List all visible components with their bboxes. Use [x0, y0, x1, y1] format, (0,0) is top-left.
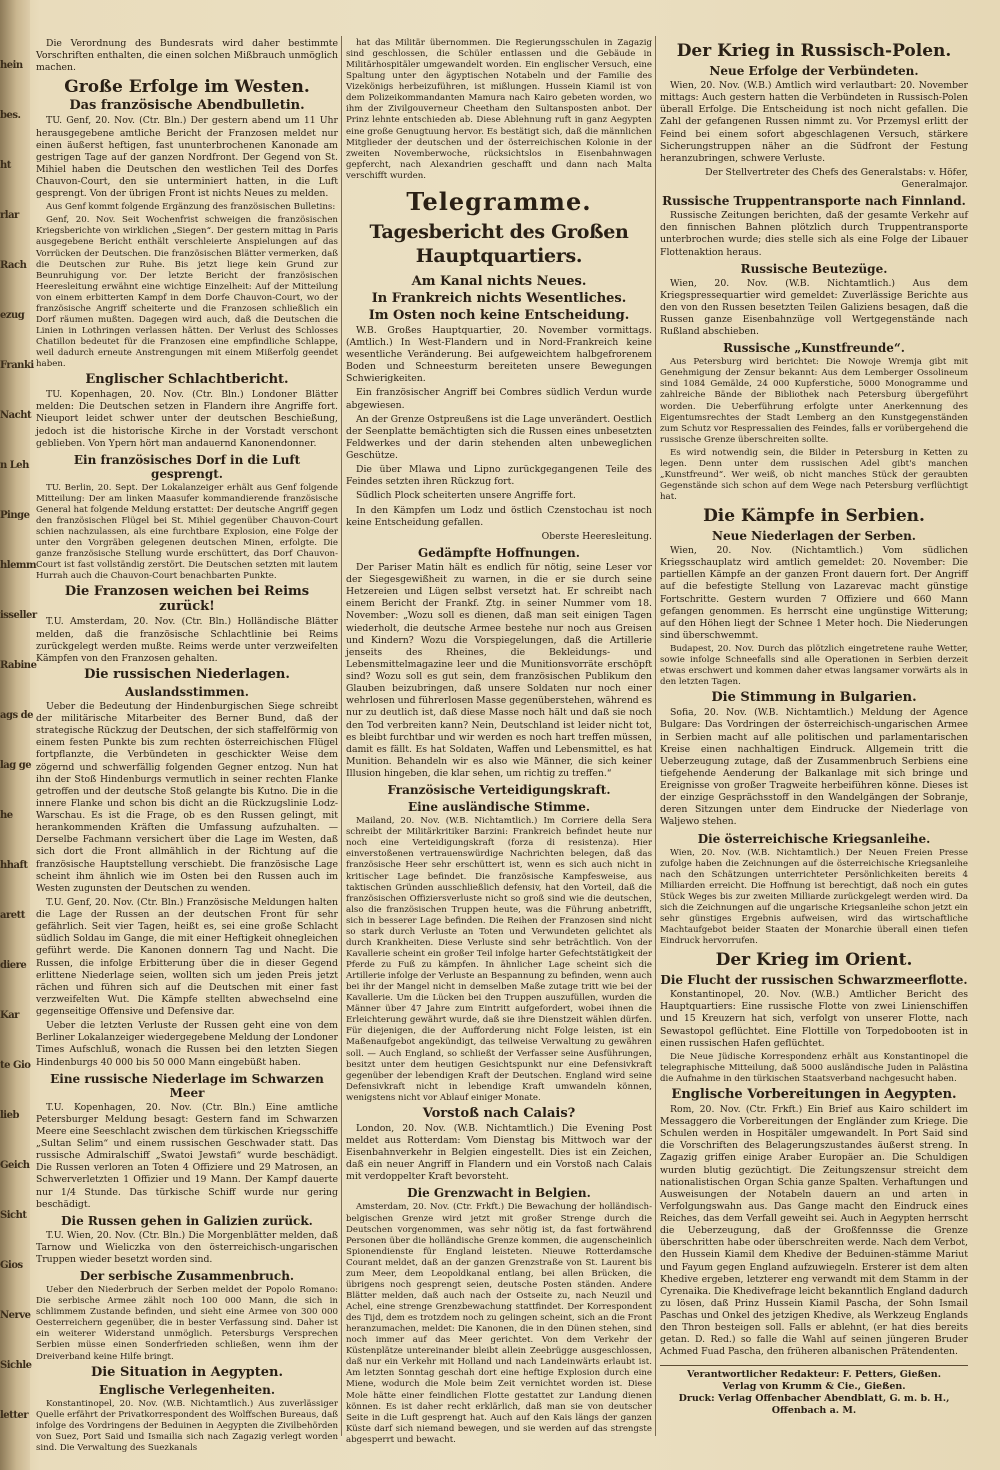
article-paragraph: Genf, 20. Nov. Seit Wochenfrist schweigen die französischen Kriegsberichte von wirklichen „Siegen“. Der gestern mittag in Paris ausgegebene Bericht enthält verschleierte Anspielungen auf das Vorrücken der Deutschen. Die französischen Blätter vermerken, daß die Deutschen zur Ruhe. Bis jetzt liege kein Grund zur Beunruhigung vor. Der letzte Bericht der französischen Heeresleitung erwähnt eine wichtige Einzelheit: Auf der Mitteilung von einem erbitterten Kampf in dem Dorfe Chauvon-Court, wo der französische Angriff scheiterte und die Franzosen schließlich ein Dorf räumen mußten. Dagegen wird auch, daß die Deutschen die Linien in Lothringen verlassen hätten. Der Verlust des Schlosses Chatillon bedeutet für die Franzosen eine empfindliche Schlappe, weil dadurch erneute Anstrengungen mit einem Mißerfolg geendet haben. [36, 215, 338, 370]
subheadline-black-sea-fleet: Die Flucht der russischen Schwarzmeerflotte. [660, 973, 968, 988]
article-paragraph: Ueber die letzten Verluste der Russen geht eine von dem Berliner Lokalanzeiger wiedergegebene Meldung der Londoner Times Aufschluß, wonach die Russen bei den letzten Siegen Hindenburgs 40 000 bis 50 000 Mann eingebüßt haben. [36, 1020, 338, 1068]
article-paragraph: An der Grenze Ostpreußens ist die Lage unverändert. Oestlich der Seenplatte bemächtigten sich die Russen eines unbesetzten Feldwerkes und der darin stehenden alten unbeweglichen Geschütze. [346, 413, 652, 462]
article-paragraph: Südlich Plock scheiterten unsere Angriffe fort. [356, 490, 576, 502]
subheadline-foreign-voices: Auslandsstimmen. [125, 684, 249, 699]
imprint-publisher: Verlag von Krumm & Cie., Gießen. [722, 1380, 906, 1392]
edge-word: n Leh [0, 460, 29, 471]
column-rule-2 [655, 36, 656, 1436]
edge-word: Rach [0, 260, 27, 271]
edge-word: bes. [0, 110, 21, 121]
edge-word: Kar [0, 1010, 19, 1021]
edge-word: Pinge [0, 510, 30, 521]
headline-orient: Der Krieg im Orient. [715, 950, 913, 971]
headline-war-loan: Die österreichische Kriegsanleihe. [697, 831, 931, 846]
article-paragraph: T.U. Kopenhagen, 20. Nov. (Ctr. Bln.) Eine amtliche Petersburger Meldung besagt: Gestern fand im Schwarzen Meere eine Seeschlacht zwischen dem türkischen Kriegsschiffe „Sultan Selim“ und einem russischen Geschwader statt. Das russische Admiralschiff „Swatoi Jewstafi“ wurde beschädigt. Die Russen verloren an Toten 4 Offiziere und 29 Matrosen, an Schwerverletzten 1 Offizier und 19 Mann. Der Kampf dauerte nur 1/4 Stunde. Das türkische Schiff wurde nur gering beschädigt. [36, 1101, 338, 1210]
edge-word: he [0, 810, 13, 821]
headline-russian-defeats: Die russischen Niederlagen. [84, 666, 290, 682]
article-paragraph: Amsterdam, 20. Nov. (Ctr. Frkft.) Die Bewachung der holländisch-belgischen Grenze wird jetzt mit großer Strenge durch die Deutschen vorgenommen, was sehr nötig ist, da fast fortwährend Personen über die holländische Grenze kommen, die augenscheinlich Spionendienste für England leisteten. Nieuwe Rotterdamsche Courant meldet, daß an der ganzen Grenzstraße von St. Laurent bis zum Meer, dem Leopoldkanal entlang, bei allen Brücken, die übrigens noch gesprengt seien, deutsche Posten ständen. Andere Blätter melden, daß auch nach der Ostseite zu, nach Neuzil und Achel, eine strenge Grenzbewachung stattfindet. Der Korrespondent des Tijd, dem es trotzdem noch zu gelingen scheint, sich an die Front heranzumachen, meldet: Die Kanonen, die in den Dünen stehen, sind noch immer auf das Meer gerichtet. Von dem Verkehr der Küstenplätze untereinander bleibt allein Zeebrügge ausgeschlossen, daß nur ein Verkehr mit Holland und nach Landeinwärts erlaubt ist. Am letzten Sonntag geschah dort eine heftige Explosion durch eine Miene, wodurch die Mole beim Zeit vernichtet worden ist. Diese Mole hätte einer feindlichen Flotte gestattet zur Landung dienen können. Es ist daher recht erklärlich, daß man sie von deutscher Seite in die Luft gesprengt hat. Auch auf den Kais längs der ganzen Küste darf sich niemand bewegen, und sie werden auf das strengste abgesperrt und bewacht. [346, 1202, 652, 1445]
headline-galicia: Die Russen gehen in Galizien zurück. [61, 1213, 313, 1228]
headline-village-blown-up: Ein französisches Dorf in die Luft gesprengt. [73, 452, 301, 481]
edge-word: Gios [0, 1260, 23, 1271]
subheadline-serbian-defeats: Neue Niederlagen der Serben. [712, 529, 916, 544]
subheadline-canal: Am Kanal nichts Neues. [411, 273, 587, 289]
headline-west: Große Erfolge im Westen. [64, 77, 310, 98]
article-paragraph: hat das Militär übernommen. Die Regierungsschulen in Zagazig sind geschlossen, die Schüler entlassen und die Gebäude in Militärhospitäler umgewandelt worden. Ein englischer Versuch, eine Spaltung unter den ägyptischen Notabeln und der Familie des Vizekönigs herbeizuführen, ist mißlungen. Hussein Kiamil ist von dem Polizeikommandanten Mamura nach Kairo gebeten worden, wo ihm der Zivilgouverneur Cheetham den Sultansposten anbot. Der Prinz lehnte entschieden ab. Diese Ablehnung ruft in ganz Aegypten eine große Genugtuung hervor. Es bestätigt sich, daß die männlichen Mitglieder der deutschen und der österreichischen Kolonie in der zweiten Novemberwoche, rücksichtslos in Eisenbahnwagen gepfercht, nach Alexandrien geschafft und dann nach Malta verschifft wurden. [346, 38, 652, 181]
edge-word: hlemm [0, 560, 37, 571]
edge-word: Sicht [0, 1210, 27, 1221]
subheadline-west: Das französische Abendbulletin. [69, 98, 305, 114]
article-paragraph: Wien, 20. Nov. (W.B. Nichtamtlich.) Der Neuen Freien Presse zufolge haben die Zeichnungen auf die österreichische Kriegsanleihe nach den Schätzungen unterrichteter Persönlichkeiten bereits 4 Milliarden erreicht. Die Hoffnung ist berechtigt, daß noch ein gutes Stück Weges bis zur zweiten Milliarde zurückgelegt werden wird. Da sich die Zeichnungen auf die ungarische Kriegsanleihe schon jetzt ein sehr günstiges Ergebnis aufweisen, wird das wirtschaftliche Machtaufgebot beider Staaten der Monarchie überall einen tiefen Eindruck hervorrufen. [660, 847, 968, 947]
article-paragraph: Konstantinopel, 20. Nov. (W.B.) Amtlicher Bericht des Hauptquartiers: Eine russische Flotte von zwei Linienschiffen und 15 Kreuzern hat sich, verfolgt von unserer Flotte, nach Sewastopol geflüchtet. Eine Flottille von Torpedobooten ist in einen russischen Hafen geflüchtet. [660, 989, 968, 1049]
imprint-printer: Druck: Verlag Offenbacher Abendblatt, G. m. b. H., Offenbach a. M. [678, 1392, 950, 1416]
headline-bulgaria: Die Stimmung in Bulgarien. [711, 690, 917, 706]
headline-black-sea: Eine russische Niederlage im Schwarzen Meer [50, 1071, 324, 1100]
imprint [660, 1365, 968, 1417]
headline-russian-plunder: Russische Beutezüge. [740, 261, 888, 276]
article-paragraph: T.U. Genf, 20. Nov. (Ctr. Bln.) Französische Meldungen halten die Lage der Russen an der deutschen Front für sehr gefährlich. Seit vier Tagen, heißt es, sei eine große Schlacht südlich Soldau im Gange, die mit einer Heftigkeit ohnegleichen geführt werde. Die Kanonen donnern Tag und Nacht. Die Russen, die infolge Erbitterung über die in dieser Gegend erlittene Niederlage seien, wollten sich um jeden Preis jetzt rächen und führen sich auf die Deutschen mit einer fast verzweifelten Wut. Die Kämpfe stellten abwechselnd eine gegenseitige Offensive und Defensive dar. [36, 896, 338, 1017]
headline-english-report: Englischer Schlachtbericht. [85, 372, 289, 388]
edge-word: lieb [0, 1110, 19, 1121]
edge-word: ezug [0, 310, 25, 321]
column-3 [660, 38, 968, 1417]
article-paragraph: Die Neue Jüdische Korrespondenz erhält aus Konstantinopel die telegraphische Mitteilung, daß 5000 ausländische Juden in Palästina die Aufnahme in den türkischen Staatsverband nachgesucht haben. [660, 1051, 968, 1084]
edge-word: diere [0, 960, 27, 971]
article-paragraph: TU. Berlin, 20. Sept. Der Lokalanzeiger erhält aus Genf folgende Mitteilung: Der am linken Maasufer kommandierende französische General hat folgende Meldung erstattet: Der deutsche Angriff gegen den französischen Flügel bei St. Mihiel gegenüber Chauvon-Court schien nachzulassen, als eine furchtbare Explosion, eine Folge der unter den Vorgräben gelegenen deutschen Minen, erfolgte. Die ganze französische Stellung wurde erschüttert, das Dorf Chauvon-Court ist fast vollständig zerstört. Die Deutschen setzten mit lautem Hurrah auch die Chauvon-Court benachbarten Punkte. [36, 482, 338, 582]
article-paragraph: Russische Zeitungen berichten, daß der gesamte Verkehr auf den finnischen Bahnen plötzlich durch Truppentransporte unterbrochen wurde; dies stelle sich als eine Folge der Libauer Flottenaktion heraus. [660, 210, 968, 258]
article-paragraph: TU. Genf, 20. Nov. (Ctr. Bln.) Der gestern abend um 11 Uhr herausgegebene amtliche Bericht der Franzosen meldet nur einen äußerst heftigen, fast ununterbrochenen Kanonade am gestrigen Tage auf der ganzen Nordfront. Der Gegend von St. Mihiel haben die Deutschen den westlichen Teil des Dorfes Chauvon-Court, den sie unterminiert hatten, in die Luft gesprengt. Von der übrigen Front ist nichts Neues zu melden. [36, 115, 338, 200]
section-telegrams: Telegramme. [406, 186, 592, 216]
previous-page-edge [0, 0, 37, 1470]
column-1 [36, 38, 338, 1456]
signature: Der Stellvertreter des Chefs des Generalstabs: v. Höfer, Generalmajor. [705, 166, 968, 190]
headline-calais: Vorstoß nach Calais? [422, 1105, 576, 1121]
edge-word: Rabine [0, 660, 37, 671]
intro-paragraph: Die Verordnung des Bundesrats wird daher bestimmte Vorschriften enthalten, die einen solchen Mißbrauch unmöglich machen. [36, 38, 338, 74]
headline-dampened-hopes: Gedämpfte Hoffnungen. [418, 545, 580, 560]
edge-word: ht [0, 160, 11, 171]
article-paragraph: Sofia, 20. Nov. (W.B. Nichtamtlich.) Meldung der Agence Bulgare: Das Vordringen der österreichisch-ungarischen Armee in Serbien macht auf alle politischen und parlamentarischen Kreise einen nachhaltigen Eindruck. Allgemein tritt die Ueberzeugung zutage, daß der Zusammenbruch Serbiens eine tiefgehende Aenderung der Balkanlage mit sich bringe und Ereignisse von großer Tragweite herbeiführen könne. Dieses ist der einzige Gesprächsstoff in den Wandelgängen der Sobranje, deren Sitzungen unter dem Eindrucke der Niederlage von Waljewo stehen. [660, 707, 968, 828]
article-paragraph: Konstantinopel, 20. Nov. (W.B. Nichtamtlich.) Aus zuverlässiger Quelle erfährt der Privatkorrespondent des Wolffschen Bureaus, daß infolge des Vordringens der Beduinen in Aegypten die Zivilbehörden von Suez, Port Said und Ismailia sich nach Zagazig verlegt worden sind. Die Verwaltung des Suezkanals [36, 1398, 338, 1453]
edge-word: te Gio [0, 1060, 31, 1071]
headline-egypt-situation: Die Situation in Aegypten. [90, 1364, 284, 1380]
subheadline-foreign-voice: Eine ausländische Stimme. [407, 800, 591, 815]
edge-word: ags de [0, 710, 33, 721]
edge-word: isseller [0, 610, 37, 621]
headline-serbian-collapse: Der serbische Zusammenbruch. [79, 1269, 295, 1284]
article-paragraph: Es wird notwendig sein, die Bilder in Petersburg in Ketten zu legen. Denn unter dem russischen Adel gibt's manchen „Kunstfreund“. Wer weiß, ob nicht manches Stück der geraubten Gegenstände sich schon auf dem Wege nach Petersburg verflüchtigt hat. [660, 447, 968, 502]
edge-word: Nacht [0, 410, 32, 421]
article-paragraph: T.U. Wien, 20. Nov. (Ctr. Bln.) Die Morgenblätter melden, daß Tarnow und Wieliczka von den österreichisch-ungarischen Truppen wieder besetzt worden sind. [36, 1229, 338, 1265]
article-paragraph: London, 20. Nov. (W.B. Nichtamtlich.) Die Evening Post meldet aus Rotterdam: Vom Dienstag bis Mittwoch war der Eisenbahnverkehr in Belgien eingestellt. Dies ist ein Zeichen, daß ein neuer Angriff in Flandern und ein Vorstoß nach Calais mit verdoppelter Kraft bevorsteht. [346, 1122, 652, 1183]
subheadline-france: In Frankreich nichts Wesentliches. [371, 290, 627, 306]
edge-word: letter [0, 1410, 29, 1421]
article-paragraph: Ein französischer Angriff bei Combres südlich Verdun wurde abgewiesen. [346, 387, 652, 411]
signature: Oberste Heeresleitung. [541, 530, 652, 542]
article-paragraph: Die über Mlawa und Lipno zurückgegangenen Teile des Feindes setzten ihren Rückzug fort. [346, 464, 652, 488]
headline-reims: Die Franzosen weichen bei Reims zurück! [64, 584, 310, 615]
edge-word: Sichle [0, 1360, 32, 1371]
subheadline-english-embarrassment: Englische Verlegenheiten. [98, 1382, 276, 1397]
article-paragraph: T.U. Amsterdam, 20. Nov. (Ctr. Bln.) Holländische Blätter melden, daß die französische Schlachtlinie bei Reims zurückgelegt werden mußte. Reims werde unter verzweifelten Kämpfen von den Franzosen gehalten. [36, 616, 338, 664]
headline-serbia: Die Kämpfe in Serbien. [703, 506, 925, 527]
headline-egypt-preparations: Englische Vorbereitungen in Aegypten. [671, 1086, 957, 1102]
article-paragraph: Rom, 20. Nov. (Ctr. Frkft.) Ein Brief aus Kairo schildert im Messaggero die Vorbereitungen der Engländer zum Kriege. Die Schulen werden in Hospitäler umgewandelt. In Port Said sind die Vorschriften des Belagerungszustandes äußerst streng. In Zagazig griffen einige Araber Europäer an. Die Schuldigen wurden blutig gezüchtigt. Die Zeitungszensur streicht dem nationalistischen Organ Schia ganze Spalten. Verhaftungen und Ausweisungen der Notabeln dauern an und arten in Verfolgungswahn aus. Das Gange macht den Eindruck eines Reiches, das dem Verfall geweiht sei. Auch in Aegypten herrscht die Ueberzeugung, daß der Großfennsse die Grenze überschritten habe oder überschreiten werde. Nach dem Verbot, den Hussein Kiamil dem Khedive der Beduinen-stämme Mariut und Fayum gegen England aufzuwiegeln. Ersterer ist dem alten Khedive ergeben, letzterer eng verwandt mit dem Stamm in der Cyrenaika. Die Khedivefrage leicht bekanntlich England dadurch zu lösen, daß Prinz Hussein Kiamil Pascha, der Sohn Ismail Paschas und Onkel des jetzigen Khedive, als Werkzeug Englands den Thron besteigen soll. Falls er ablehnt, (er hat dies bereits getan. D. Red.) so falle die Wahl auf seinen jüngeren Bruder Achmed Fuad Pascha, den früheren albanischen Prätendenten. [660, 1103, 968, 1358]
edge-word: hhaft [0, 860, 28, 871]
article-paragraph: Ueber den Niederbruch der Serben meldet der Popolo Romano: Die serbische Armee zählt noch 100 000 Mann, die sich in schlimmem Zustande befinden, und sieht eine Armee von 300 000 Oesterreichern gegenüber, die in bester Verfassung sind. Daher ist ein weiterer Widerstand unmöglich. Petersburgs Versprechen Serbien müsse einen Sonderfrieden schließen, wenn ihm der Dreiverband keine Hilfe bringt. [36, 1285, 338, 1362]
edge-word: rlar [0, 210, 19, 221]
imprint-editor: Verantwortlicher Redakteur: F. Petters, Gießen. [686, 1368, 942, 1380]
article-paragraph: Budapest, 20. Nov. Durch das plötzlich eingetretene rauhe Wetter, sowie infolge Schneefalls sind alle Operationen in Serbien derzeit etwas erschwert und kommen daher etwas langsamer vorwärts als in den letzten Tagen. [660, 644, 968, 688]
article-paragraph: Wien, 20. Nov. (Nichtamtlich.) Vom südlichen Kriegsschauplatz wird amtlich gemeldet: 20. November: Die partiellen Kämpfe an der ganzen Front dauern fort. Der Angriff auf die befestigte Stellung von Lazarevac macht günstige Fortschritte. Gestern wurden 7 Offiziere und 660 Mann gefangen genommen. Es herrscht eine ungünstige Witterung; auf den Höhen liegt der Schnee 1 Meter hoch. Die Niederungen sind überschwemmt. [660, 545, 968, 641]
article-paragraph: Ueber die Bedeutung der Hindenburgischen Siege schreibt der militärische Mitarbeiter des Berner Bund, daß der strategische Rückzug der Deutschen, der sich staffelförmig von einem festen Punkte bis zum rechten österreichischen Flügel fortpflanzte, die Verbündeten in geschickter Weise dem zögernd und schwerfällig folgenden Gegner entzog. Nun hat ihn der Stoß Hindenburgs vermutlich in seiner rechten Flanke getroffen und der deutsche Stoß gelangte bis Kutno. Die in die innere Flanke und schon bis dicht an die Rückzugslinie Lodz-Warschau. Es ist die Frage, ob es den Russen gelingt, mit herankommenden Kräften die Umfassung aufzuhalten. — Derselbe Fachmann versichert über die Lage im Westen, daß sich dort die Front allmählich in der Richtung auf die französische Hauptstellung verschiebt. Die französische Lage scheint ihm ähnlich wie im Osten bei den Russen auch im Westen zugunsten der Deutschen zu wenden. [36, 700, 338, 894]
subheadline-east: Im Osten noch keine Entscheidung. [368, 307, 630, 323]
column-rule-1 [341, 36, 342, 1436]
edge-word: lag ge [0, 760, 32, 771]
article-paragraph: W.B. Großes Hauptquartier, 20. November vormittags. (Amtlich.) In West-Flandern und in Nord-Frankreich keine wesentliche Veränderung. Bei aufgeweichtem halbgefrorenem Boden und Schneesturm bereiteten unsere Bewegungen Schwierigkeiten. [346, 324, 652, 385]
article-paragraph: Wien, 20. Nov. (W.B. Nichtamtlich.) Aus dem Kriegspressequartier wird gemeldet: Zuverlässige Berichte aus den von den Russen besetzten Teilen Galiziens besagen, daß die Russen ganze Eisenbahnzüge voll Wertgegenstände nach Rußland abschieben. [660, 277, 968, 338]
edge-word: arett [0, 910, 25, 921]
edge-word: Nerve [0, 1310, 31, 1321]
article-paragraph: Aus Petersburg wird berichtet: Die Nowoje Wremja gibt mit Genehmigung der Zensur bekannt: Aus dem Lemberger Ossolineum sind 1084 Gemälde, 24 000 Kupferstiche, 5000 Monogramme und zahlreiche Bände der Bibliothek nach Petersburg übergeführt worden. Die Ueberführung erfolgte unter Anerkennung des Eigentumsrechtes der Stadt Lemberg an den Kunstgegenständen zum Schutz vor Respressalien des Feindes, falls er vorübergehend die russische Grenze überschreiten sollte. [660, 357, 968, 445]
edge-word: hein [0, 60, 23, 71]
article-paragraph: In den Kämpfen um Lodz und östlich Czenstochau ist noch keine Entscheidung gefallen. [346, 504, 652, 528]
edge-word: Franki [0, 360, 34, 371]
article-paragraph: Mailand, 20. Nov. (W.B. Nichtamtlich.) Im Corriere della Sera schreibt der Militärkritiker Barzini: Frankreich befindet heute nur noch eine Verteidigungskraft (forza di resistenza). Hier einverstoßenen vertrauenswürdige Nachrichten belegen, daß das französische Heer sehr erschüttert ist, wenn es sich auch nicht in kritischer Lage befindet. Die französische Kampfesweise, aus taktischen Gründen ausschließlich defensiv, hat den Vorteil, daß die französischen Offiziersverluste nicht so groß sind wie die deutschen, also die französischen Truppen heute, was die Führung anbetrifft, sich in besserer Lage befinden. Die Reihen der Franzosen sind nicht so stark durch Verluste an Toten und Verwundeten gelichtet als durch Krankheiten. Diese Verluste sind sehr beträchtlich. Von der Kavallerie scheint ein großer Teil infolge harter Gefechtstätigkeit der Pferde zu Fuß zu kämpfen. In ähnlicher Lage scheint sich die Artillerie infolge der Verluste an Bespannung zu befinden, wenn auch bei ihr der Mangel nicht in demselben Maße zutage tritt wie bei der Kavallerie. Um die Lücken bei den Truppen auszufüllen, wurden die Männer über 47 Jahre zum Eintritt aufgefordert, wobei ihnen die Erleichterung gewährt wurde, daß sie ihre Dienstzeit wählen dürfen. Für diejenigen, die der Aufforderung nicht Folge leisten, ist ein Maßenaufgebot angekündigt, das teilweise Verwaltung zu gewähren soll. — Auch England, so schließt der Verfasser seine Ausführungen, besitzt unter dem heutigen Gesichtspunkt nur eine Defensivkraft gegenüber der lebendigen Kraft der Deutschen. England wird seine Defensivkraft nicht in lebendige Kraft umwandeln können, wenigstens nicht vor Ablauf einiger Monate. [346, 816, 652, 1103]
headline-french-defense: Französische Verteidigungskraft. [387, 783, 611, 798]
headline-daily-report: Tagesbericht des Großen Hauptquartiers. [369, 220, 629, 267]
edge-word: Geich [0, 1160, 30, 1171]
headline-belgium-border: Die Grenzwacht in Belgien. [407, 1186, 591, 1201]
article-paragraph: Der Pariser Matin hält es endlich für nötig, seine Leser vor der Siegesgewißheit zu warnen, in die er sie durch seine Hetzereien und Lügen selbst versetzt hat. Er schreibt nach einem Bericht der Frankf. Ztg. in seiner Nummer vom 18. November: „Wozu soll es dienen, daß man seit einigen Tagen wiederholt, die deutsche Armee bestehe nur noch aus Greisen und Kindern? Wozu die Vorspiegelungen, daß die Artillerie jenseits des Rheines, die Bekleidungs- und Lebensmittelmagazine leer und die Munitionsvorräte erschöpft sind? Wozu soll es gut sein, dem französischen Publikum den Glauben beizubringen, daß unsere Soldaten nur noch einer wehrlosen und führerlosen Masse gegenüberstehen, während es nur zu deutlich ist, daß diese Masse noch hält und daß sie noch den Tod verbreiten kann? Nein, Deutschland ist leider nicht tot, es bleibt furchtbar und wir werden es noch hart treffen müssen, damit es fällt. Es hat Soldaten, Waffen und Lebensmittel, es hat Munition. Behandeln wir es also wie Männer, die sich keiner Illusion hingeben, die klar sehen, um richtig zu treffen.“ [346, 561, 652, 780]
article-paragraph: Aus Genf kommt folgende Ergänzung des französischen Bulletins: [46, 202, 336, 213]
article-paragraph: TU. Kopenhagen, 20. Nov. (Ctr. Bln.) Londoner Blätter melden: Die Deutschen setzen in Flandern ihre Angriffe fort. Nieuport leidet schwer unter der deutschen Beschießung, jedoch ist die historische Kirche in der Vorstadt verschont geblieben. Von Ypern hört man andauernd Kanonendonner. [36, 389, 338, 449]
headline-art-friends: Russische „Kunstfreunde“. [723, 341, 905, 356]
headline-finland-transports: Russische Truppentransporte nach Finnland. [662, 194, 966, 209]
headline-russian-poland: Der Krieg in Russisch-Polen. [676, 41, 952, 61]
article-paragraph: Wien, 20. Nov. (W.B.) Amtlich wird verlautbart: 20. November mittags: Auch gestern hatten die Verbündeten in Russisch-Polen überall Erfolge. Die Entscheidung ist noch nicht gefallen. Die Zahl der gefangenen Russen nimmt zu. Vor Przemysl erlitt der Feind bei einem sofort abgeschlagenen Versuch, stärkere Sicherungstruppen näher an die Südfront der Festung heranzubringen, schwere Verluste. [660, 80, 968, 164]
subheadline-allied-success: Neue Erfolge der Verbündeten. [709, 64, 919, 78]
column-2 [346, 38, 652, 1448]
